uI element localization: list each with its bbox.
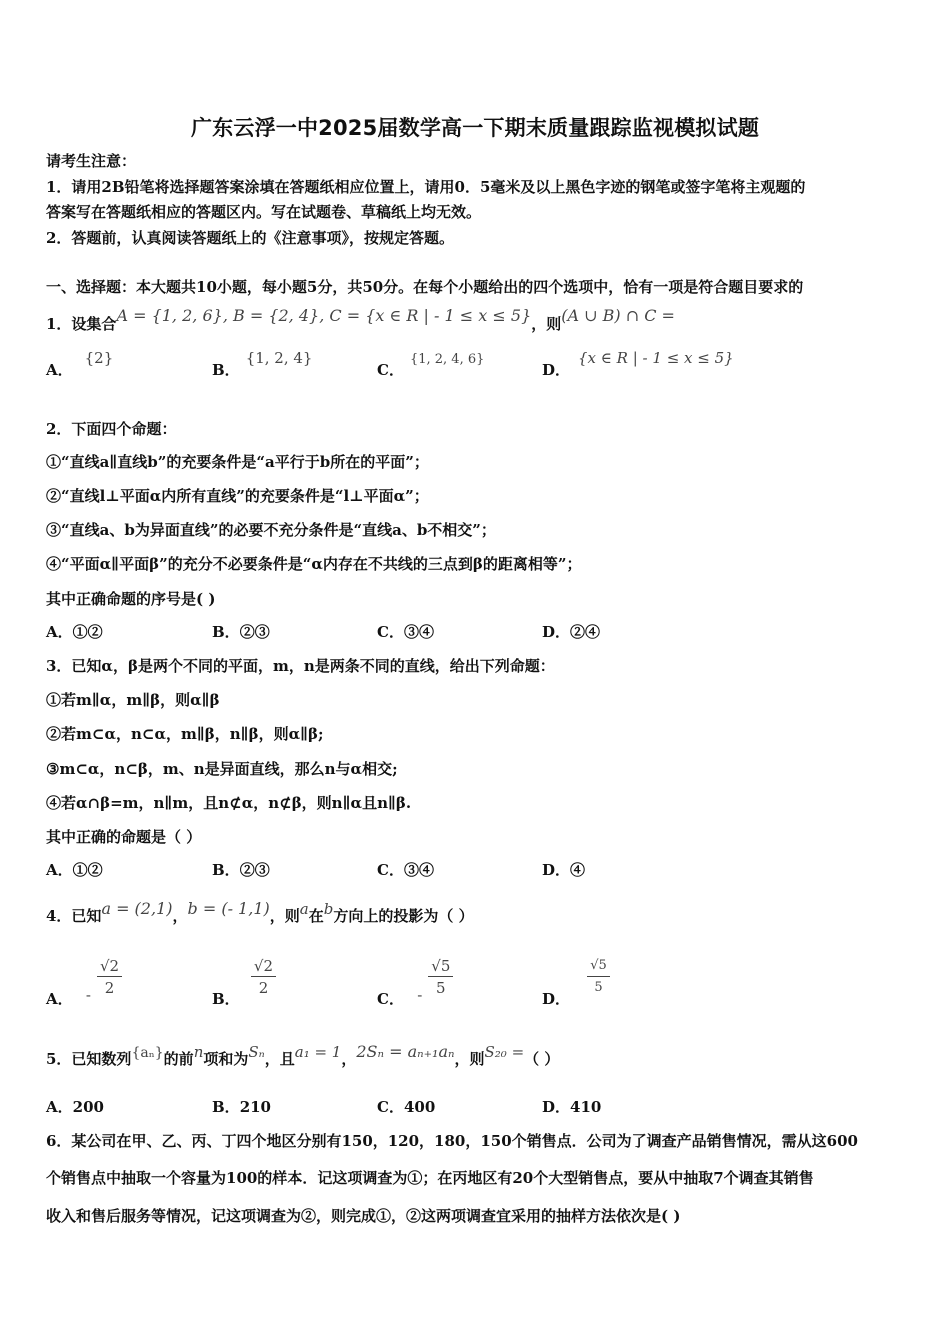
q4-option-d-fraction: $\frac{√5}{5}$ [587,956,610,999]
q3-proposition-2: ②若m⊂α，n⊂α，m∥β，n∥β，则α∥β; [46,725,324,743]
page-title: 广东云浮一中2025届数学高一下期末质量跟踪监视模拟试题 [190,116,760,140]
notice-line-2: 答案写在答题纸相应的答题区内。写在试题卷、草稿纸上均无效。 [46,203,482,221]
q4-option-c-fraction: $\frac{√5}{5}$ [428,956,453,999]
q3-option-d[interactable]: D．④ [542,861,586,879]
question-2-stem: 2．下面四个命题： [46,420,177,438]
sqrt-icon: √ [99,957,110,975]
q1-option-d[interactable]: D．{x ∈ R | - 1 ≤ x ≤ 5} [542,349,734,379]
q5-option-b[interactable]: B．210 [212,1098,271,1116]
q5-option-a[interactable]: A．200 [46,1098,104,1116]
q1-expression-formula: (A ∪ B) ∩ C = [561,306,675,325]
q1-sets-formula: A = {1, 2, 6}, B = {2, 4}, C = {x ∈ R | - 1 ≤ x ≤ 5} [116,306,532,325]
sqrt-icon: √ [431,957,441,975]
question-6-line-2: 个销售点中抽取一个容量为100的样本．记这项调查为①；在丙地区有20个大型销售点，要从中抽取7个调查其销售 [46,1169,814,1187]
q1-option-b-value: {1, 2, 4} [245,349,313,367]
question-6-line-3: 收入和售后服务等情况，记这项调查为②，则完成①，②这两项调查宜采用的抽样方法依次是( ) [46,1207,681,1225]
question-5-stem: 5．已知数列{aₙ}的前n项和为Sₙ，且a₁ = 1，2Sₙ = aₙ₊₁aₙ，则S₂₀ =（ ） [46,1042,560,1068]
q2-option-a[interactable]: A．①② [46,623,103,641]
q3-option-b[interactable]: B．②③ [212,861,270,879]
notice-line-3: 2．答题前，认真阅读答题纸上的《注意事项》，按规定答题。 [46,229,454,247]
sqrt-icon: √ [590,958,599,973]
q1-option-a[interactable]: A．{2} [46,349,114,379]
q4-vector-a-formula: a = (2,1) [101,899,173,918]
section-heading: 一、选择题：本大题共10小题，每小题5分，共50分。在每个小题给出的四个选项中，恰有一项是符合题目要求的 [46,278,804,296]
q5-sequence-formula: {aₙ} [131,1045,164,1061]
q3-proposition-1: ①若m∥α，m∥β，则α∥β [46,691,220,709]
q5-a1-formula: a₁ = 1 [294,1043,342,1061]
q3-option-a[interactable]: A．①② [46,861,103,879]
q5-option-c[interactable]: C．400 [377,1098,436,1116]
q3-proposition-4: ④若α∩β=m，n∥m，且n⊄α，n⊄β，则n∥α且n∥β. [46,794,412,812]
notice-line-1: 1．请用2B铅笔将选择题答案涂填在答题纸相应位置上，请用0．5毫米及以上黑色字迹的钢笔或签字笔将主观题的 [46,178,806,196]
q5-option-d[interactable]: D．410 [542,1098,602,1116]
q3-option-c[interactable]: C．③④ [377,861,434,879]
notice-heading: 请考生注意： [46,152,137,170]
question-3-stem: 3．已知α，β是两个不同的平面，m，n是两条不同的直线，给出下列命题： [46,657,555,675]
q1-prefix: 1．设集合 [46,315,117,333]
q2-option-b[interactable]: B．②③ [212,623,270,641]
q4-vector-b-formula: b = (- 1,1) [187,899,270,918]
q4-option-a[interactable]: A． - $\frac{√2}{2}$ [46,956,122,999]
q1-mid: ，则 [531,315,562,333]
question-1-stem [46,306,675,333]
q2-option-d[interactable]: D．②④ [542,623,601,641]
q4-option-b[interactable]: B． $\frac{√2}{2}$ [212,956,276,999]
q2-proposition-4: ④“平面α∥平面β”的充分不必要条件是“α内存在不共线的三点到β的距离相等”； [46,555,582,573]
q1-option-a-value: {2} [84,349,114,367]
q2-ask: 其中正确命题的序号是( ) [46,590,216,608]
q2-proposition-2: ②“直线l⊥平面α内所有直线”的充要条件是“l⊥平面α”； [46,487,429,505]
q1-option-b[interactable]: B．{1, 2, 4} [212,349,313,379]
q3-ask: 其中正确的命题是（ ） [46,828,202,846]
q1-option-d-value: {x ∈ R | - 1 ≤ x ≤ 5} [578,349,734,367]
q1-option-c-value: {1, 2, 4, 6} [409,352,485,367]
q1-option-c[interactable]: C．{1, 2, 4, 6} [377,352,485,379]
q4-option-c[interactable]: C． - $\frac{√5}{5}$ [377,956,453,999]
q4-option-d[interactable]: D． $\frac{√5}{5}$ [542,956,610,999]
sqrt-icon: √ [253,957,264,975]
q5-s20-formula: S₂₀ = [484,1043,525,1061]
q2-option-c[interactable]: C．③④ [377,623,434,641]
q4-option-b-fraction: $\frac{√2}{2}$ [251,956,276,999]
q2-proposition-3: ③“直线a、b为异面直线”的必要不充分条件是“直线a、b不相交”； [46,521,496,539]
q5-relation-formula: 2Sₙ = aₙ₊₁aₙ [356,1042,455,1061]
question-6-line-1: 6．某公司在甲、乙、丙、丁四个地区分别有150，120，180，150个销售点．公司为了调查产品销售情况，需从这600 [46,1132,858,1150]
q2-proposition-1: ①“直线a∥直线b”的充要条件是“a平行于b所在的平面”； [46,453,429,471]
question-4-stem: 4．已知a = (2,1)，b = (- 1,1)，则a在b方向上的投影为（ ） [46,899,474,925]
q4-option-a-fraction: $\frac{√2}{2}$ [97,956,122,999]
q3-proposition-3: ③m⊂α，n⊂β，m、n是异面直线，那么n与α相交; [46,760,398,778]
